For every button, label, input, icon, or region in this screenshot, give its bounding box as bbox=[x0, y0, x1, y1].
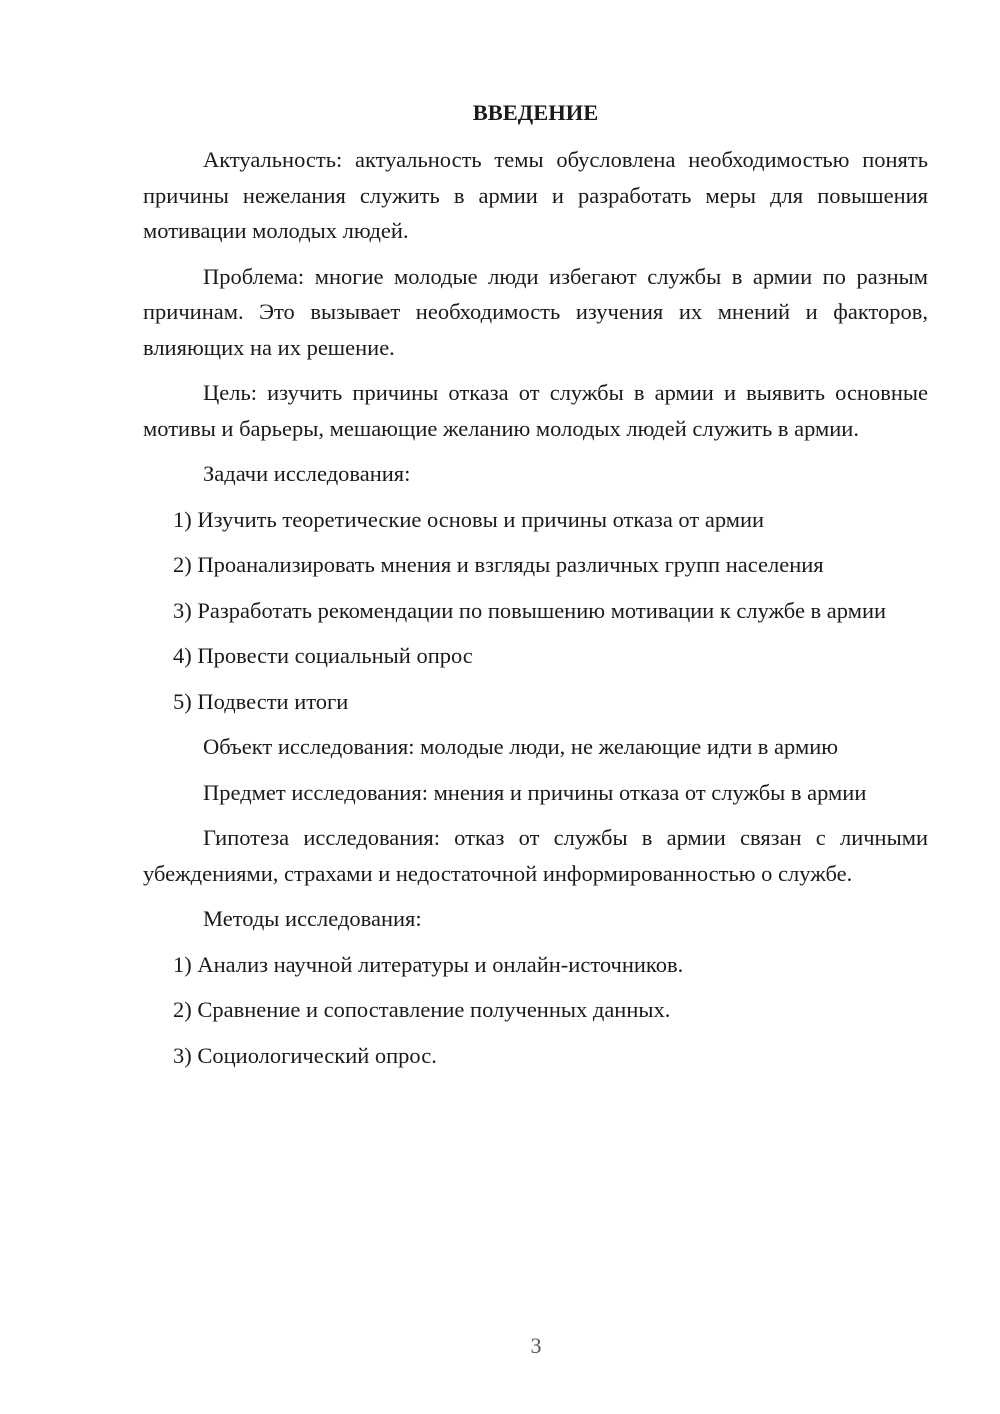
task-item: 3) Разработать рекомендации по повышению мотивации к службе в армии bbox=[173, 597, 887, 623]
tasks-heading: Задачи исследования: bbox=[203, 461, 411, 486]
task-item: 2) Проанализировать мнения и взгляды различных групп населения bbox=[173, 552, 824, 577]
object-paragraph: Объект исследования: молодые люди, не желающие идти в армию bbox=[203, 734, 839, 759]
task-item: 4) Провести социальный опрос bbox=[173, 643, 473, 668]
document-body bbox=[143, 95, 928, 1083]
method-item: 1) Анализ научной литературы и онлайн-источников. bbox=[173, 951, 684, 977]
methods-heading: Методы исследования: bbox=[203, 906, 422, 931]
task-item: 1) Изучить теоретические основы и причины отказа от армии bbox=[173, 506, 765, 532]
page-number: 3 bbox=[530, 1333, 542, 1358]
problem-paragraph: Проблема: многие молодые люди избегают службы в армии по разным причинам. Это вызывает необходимость изучения их мнений и факторов, влияющих на их решение. bbox=[143, 263, 928, 360]
subject-paragraph: Предмет исследования: мнения и причины отказа от службы в армии bbox=[203, 779, 867, 805]
hypothesis-paragraph: Гипотеза исследования: отказ от службы в армии связан с личными убеждениями, страхами и недостаточной информированностью о службе. bbox=[143, 825, 928, 886]
method-item: 3) Социологический опрос. bbox=[173, 1042, 437, 1068]
section-title: ВВЕДЕНИЕ bbox=[472, 100, 599, 125]
relevance-paragraph: Актуальность: актуальность темы обусловлена необходимостью понять причины нежелания служить в армии и разработать меры для повышения мотивации молодых людей. bbox=[143, 147, 928, 243]
method-item: 2) Сравнение и сопоставление полученных данных. bbox=[173, 997, 671, 1022]
task-item: 5) Подвести итоги bbox=[173, 688, 349, 714]
goal-paragraph: Цель: изучить причины отказа от службы в армии и выявить основные мотивы и барьеры, мешающие желанию молодых людей служить в армии. bbox=[143, 380, 928, 441]
